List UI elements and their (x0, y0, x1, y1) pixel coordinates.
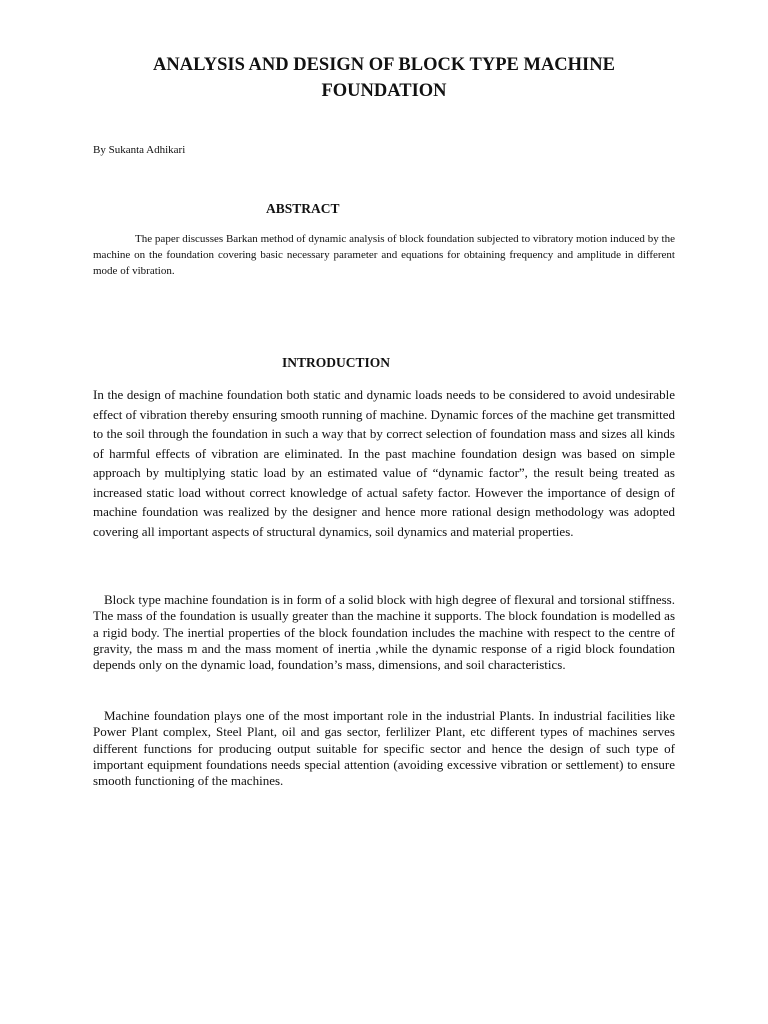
introduction-paragraph-3: Machine foundation plays one of the most important role in the industrial Plants. In industrial facilities like Power Plant complex, Steel Plant, oil and gas sector, ferlilizer Plant, etc different types of machines serves different functions for producing output suitable for specific sector and hence the design of such type of important equipment foundations needs special attention (avoiding excessive vibration or settlement) to ensure smooth functioning of the machines. (93, 708, 675, 789)
paper-title: ANALYSIS AND DESIGN OF BLOCK TYPE MACHINE FOUNDATION (153, 55, 615, 101)
introduction-paragraph-2: Block type machine foundation is in form of a solid block with high degree of flexural and torsional stiffness. The mass of the foundation is usually greater than the machine it supports. The block foundation is modelled as a rigid body. The inertial properties of the block foundation includes the machine with respect to the centre of gravity, the mass m and the mass moment of inertia ,while the dynamic response of a rigid block foundation depends only on the dynamic load, foundation’s mass, dimensions, and soil characteristics. (93, 592, 675, 673)
author-line: By Sukanta Adhikari (93, 144, 186, 156)
abstract-heading: ABSTRACT (266, 201, 340, 216)
introduction-paragraph-1: In the design of machine foundation both static and dynamic loads needs to be considered to avoid undesirable effect of vibration thereby ensuring smooth running of machine. Dynamic forces of the machine get transmitted to the soil through the foundation in such a way that by correct selection of foundation mass and sizes all kinds of harmful effects of vibration are eliminated. In the past machine foundation design was based on simple approach by multiplying static load by an estimated value of “dynamic factor”, the result being treated as increased static load without correct knowledge of actual safety factor. However the importance of design of machine foundation was realized by the designer and hence more rational design methodology was adopted covering all important aspects of structural dynamics, soil dynamics and material properties. (93, 387, 675, 539)
abstract-text: The paper discusses Barkan method of dynamic analysis of block foundation subjected to vibratory motion induced by the machine on the foundation covering basic necessary parameter and equations for obtaining frequency and amplitude in different mode of vibration. (93, 233, 675, 277)
introduction-heading: INTRODUCTION (282, 355, 391, 370)
